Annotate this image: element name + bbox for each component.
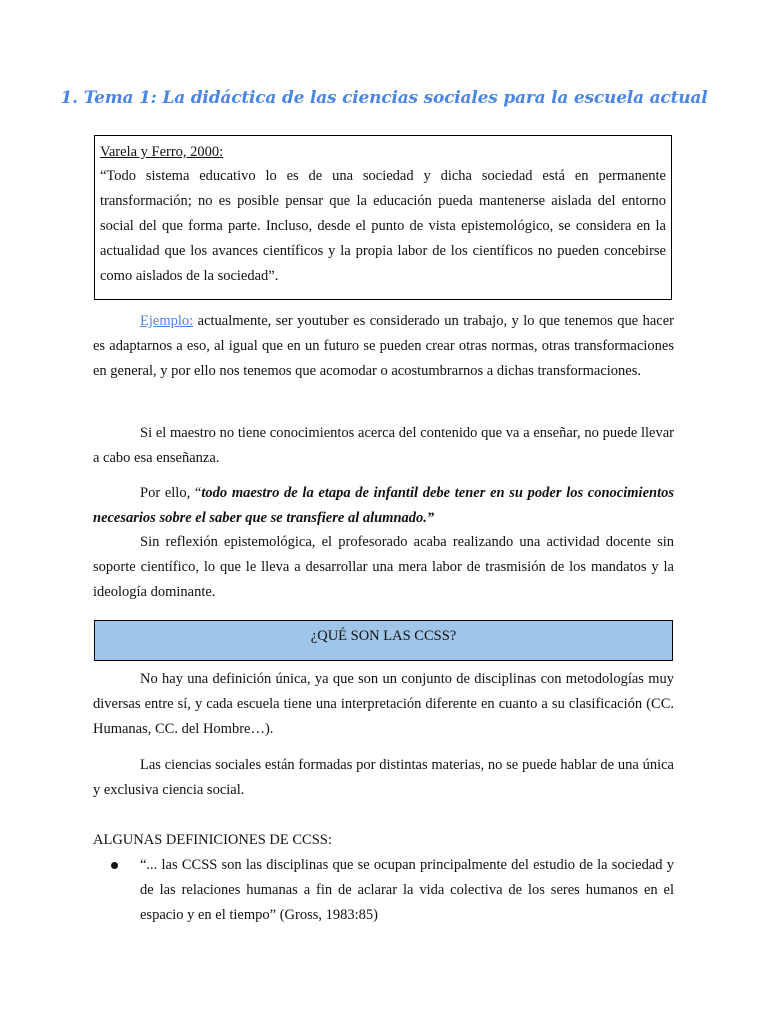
ejemplo-link[interactable]: Ejemplo: [140, 313, 194, 329]
quote-source: Varela y Ferro, 2000: [100, 144, 224, 160]
quote-text: “Todo sistema educativo lo es de una sociedad y dicha sociedad está en permanente transformación; no es posible pensar que la educación pueda mantenerse aislada del entorno social del que forma parte. Incluso, desde el punto de vista epistemológico, se considera en la actualidad que los avances científicos y la propia labor de los científicos no pueden concebirse como aislados de la sociedad”. [100, 168, 666, 284]
document-title: 1. Tema 1: La didáctica de las ciencias sociales para la escuela actual [60, 88, 708, 108]
no-hay-paragraph: No hay una definición única, ya que son un conjunto de disciplinas con metodologías muy diversas entre sí, y cada escuela tiene una interpretación diferente en cuanto a su clasificación (CC. Humanas, CC. del Hombre…). [93, 671, 674, 737]
por-ello-prefix: Por ello, “ [140, 485, 202, 501]
sin-reflexion-paragraph: Sin reflexión epistemológica, el profesorado acaba realizando una actividad docente sin soporte científico, lo que le lleva a desarrollar una mera labor de trasmisión de los mandatos y la ideología dominante. [93, 534, 674, 600]
section-header: ¿QUÉ SON LAS CCSS? [94, 620, 673, 661]
por-ello-paragraph [93, 481, 674, 531]
list-item [93, 853, 674, 928]
definitions-list [93, 853, 674, 928]
definitions-heading: ALGUNAS DEFINICIONES DE CCSS: [93, 832, 332, 848]
ejemplo-text: actualmente, ser youtuber es considerado un trabajo, y lo que tenemos que hacer es adaptarnos a eso, al igual que en un futuro se pueden crear otras normas, otras transformaciones en general, y por ello nos tenemos que acomodar o acostumbrarnos a dichas transformaciones. [93, 313, 674, 379]
quote-box [94, 135, 672, 300]
maestro-paragraph: Si el maestro no tiene conocimientos acerca del contenido que va a enseñar, no puede llevar a cabo esa enseñanza. [93, 425, 674, 466]
formadas-paragraph: Las ciencias sociales están formadas por distintas materias, no se puede hablar de una única y exclusiva ciencia social. [93, 757, 674, 798]
bullet-icon [111, 862, 118, 869]
ejemplo-paragraph [93, 309, 674, 384]
por-ello-emphasis: todo maestro de la etapa de infantil debe tener en su poder los conocimientos necesarios sobre el saber que se transfiere al alumnado.” [93, 485, 674, 526]
definition-text: “... las CCSS son las disciplinas que se ocupan principalmente del estudio de la sociedad y de las relaciones humanas a fin de aclarar la vida colectiva de los seres humanos en el espacio y en el tiempo” (Gross, 1983:85) [140, 857, 674, 923]
